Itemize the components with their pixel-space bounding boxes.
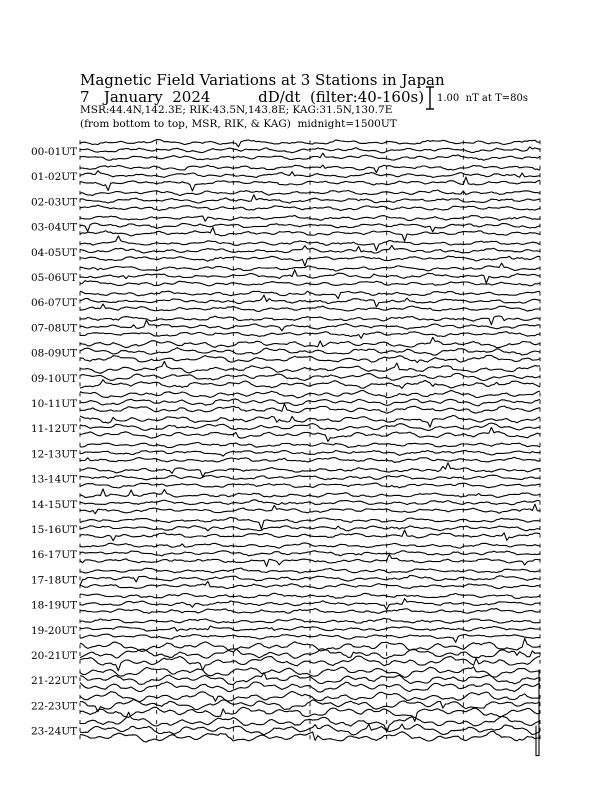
hour-label: 14-15UT [31, 498, 78, 511]
trace-rik [80, 295, 540, 307]
hour-label: 07-08UT [31, 322, 78, 335]
end-spike [536, 670, 539, 756]
hour-label: 23-24UT [31, 725, 78, 738]
hour-label: 02-03UT [31, 196, 78, 209]
hour-label: 19-20UT [31, 624, 78, 637]
trace-msr [80, 404, 540, 414]
hour-label: 12-13UT [31, 448, 78, 461]
stations-line: MSR:44.4N,142.3E; RIK:43.5N,143.8E; KAG:31.5N,130.7E [80, 104, 393, 116]
hour-label: 21-22UT [31, 675, 78, 688]
order-line: (from bottom to top, MSR, RIK, & KAG) midnight=1500UT [80, 118, 397, 130]
scale-label: 1.00 nT at T=80s [437, 93, 528, 104]
hour-label: 01-02UT [31, 171, 78, 184]
hour-label: 17-18UT [31, 574, 78, 587]
hour-label: 06-07UT [31, 297, 78, 310]
hour-label: 20-21UT [31, 650, 78, 662]
hour-label: 00-01UT [31, 146, 78, 158]
hour-label: 08-09UT [31, 347, 78, 360]
hour-label: 15-16UT [31, 524, 78, 536]
trace-kag [80, 638, 540, 652]
hour-label: 22-23UT [31, 700, 78, 713]
trace-kag [80, 236, 540, 251]
hour-label: 09-10UT [31, 372, 78, 385]
trace-msr [80, 554, 540, 566]
hour-label: 11-12UT [31, 423, 78, 436]
chart-title: Magnetic Field Variations at 3 Stations in Japan [80, 71, 445, 89]
hour-label: 05-06UT [31, 272, 78, 284]
hour-label: 10-11UT [31, 398, 78, 410]
hour-label: 18-19UT [31, 599, 78, 612]
date-filter-line: 7 January 2024 dD/dt (filter:40-160s) [80, 88, 425, 106]
hour-label: 16-17UT [31, 549, 78, 562]
hour-label: 13-14UT [31, 473, 78, 486]
hour-label: 04-05UT [31, 246, 78, 259]
hour-label: 03-04UT [31, 221, 78, 234]
trace-msr [80, 530, 540, 541]
